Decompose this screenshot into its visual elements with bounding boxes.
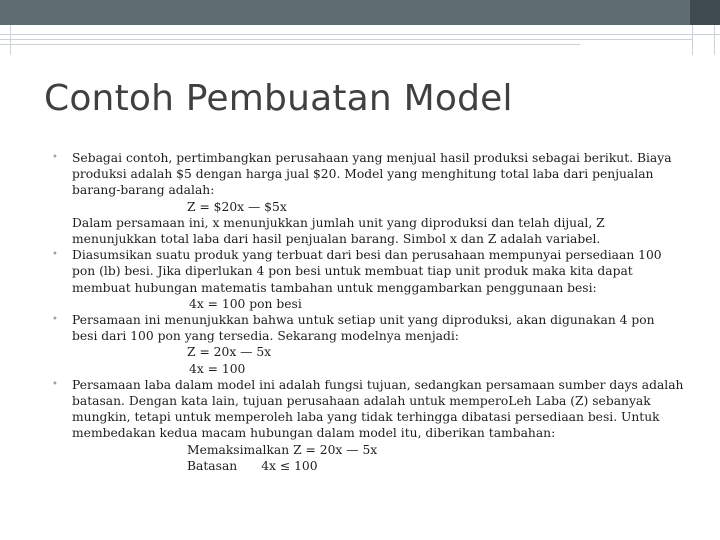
bullet-line: Persamaan ini menunjukkan bahwa untuk setiap unit yang diproduksi, akan digunakan 4 pon	[72, 313, 655, 328]
bullet-line: Dalam persamaan ini, x menunjukkan jumlah unit yang diproduksi dan telah dijual, Z	[72, 215, 605, 230]
equation: Memaksimalkan Z = 20x — 5x	[187, 442, 378, 457]
bullet-line: pon (lb) besi. Jika diperlukan 4 pon besi untuk membuat tiap unit produk maka kita dapat	[72, 264, 633, 279]
constraint-label: Batasan	[187, 458, 238, 473]
slide-body	[52, 150, 684, 474]
bullet-line: batasan. Dengan kata lain, tujuan perusahaan adalah untuk memperoLeh Laba (Z) sebanyak	[72, 394, 651, 409]
bullet-line: Diasumsikan suatu produk yang terbuat dari besi dan perusahaan mempunyai persediaan 100	[72, 248, 662, 263]
bullet-line: menunjukkan total laba dari hasil penjualan barang. Simbol x dan Z adalah variabel.	[72, 232, 601, 247]
equation: 4x = 100 pon besi	[189, 296, 302, 311]
decorative-rule	[0, 34, 720, 35]
decorative-rule	[692, 25, 693, 55]
equation: Z = $20x — $5x	[187, 199, 287, 214]
bullet-line: membedakan kedua macam hubungan dalam model itu, diberikan tambahan:	[72, 426, 556, 441]
decorative-rule	[10, 25, 11, 55]
header-bar	[0, 0, 720, 25]
bullet-icon: •	[52, 314, 58, 326]
equation: 4x = 100	[189, 361, 246, 376]
equation-constraint	[72, 458, 680, 474]
header-accent	[690, 0, 720, 25]
constraint-value: 4x ≤ 100	[261, 458, 318, 473]
equation: Z = 20x — 5x	[187, 345, 272, 360]
bullet-line: mungkin, tetapi untuk memperoleh laba yang tidak terhingga dibatasi persediaan besi. Untuk	[72, 410, 660, 425]
decorative-rule	[0, 44, 580, 45]
decorative-rule	[714, 25, 715, 55]
decorative-rule	[0, 39, 692, 40]
bullet-icon: •	[52, 249, 58, 261]
bullet-line: produksi adalah $5 dengan harga jual $20. Model yang menghitung total laba dari penjualan	[72, 167, 654, 182]
bullet-line: barang-barang adalah:	[72, 183, 215, 198]
bullet-line: Persamaan laba dalam model ini adalah fungsi tujuan, sedangkan persamaan sumber days adalah	[72, 377, 684, 392]
bullet-item	[52, 150, 680, 247]
bullet-item	[52, 312, 680, 377]
bullet-icon: •	[52, 152, 58, 163]
bullet-icon: •	[52, 378, 58, 390]
bullet-line: Sebagai contoh, pertimbangkan perusahaan yang menjual hasil produksi sebagai berikut. Biaya	[72, 151, 672, 165]
slide-title: Contoh Pembuatan Model	[44, 78, 513, 119]
bullet-item	[52, 247, 680, 312]
bullet-line: membuat hubungan matematis tambahan untuk menggambarkan penggunaan besi:	[72, 280, 597, 295]
bullet-line: besi dari 100 pon yang tersedia. Sekarang modelnya menjadi:	[72, 329, 459, 344]
bullet-item	[52, 377, 684, 474]
